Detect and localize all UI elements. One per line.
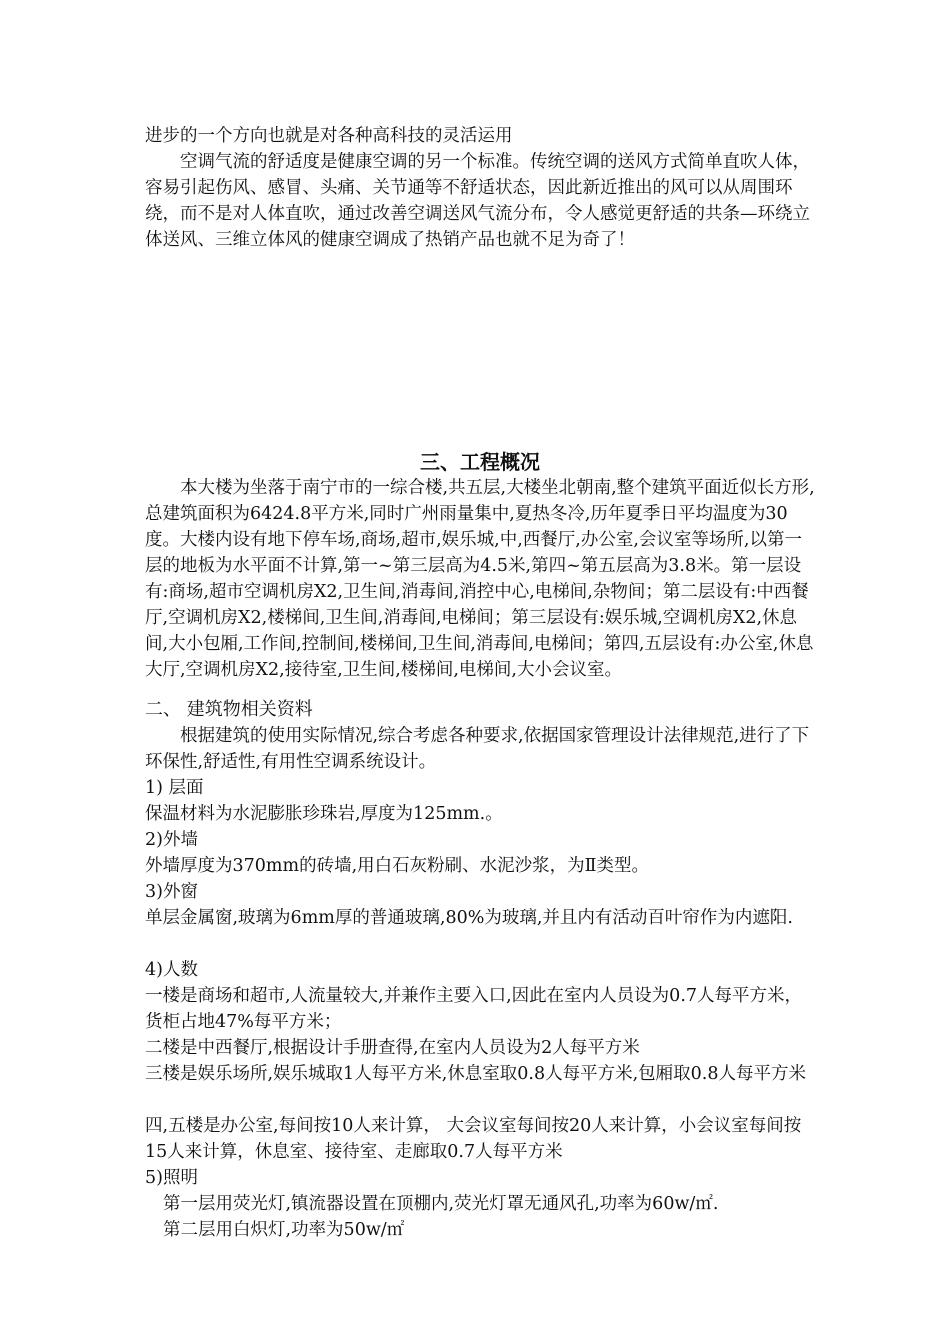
item-text-lighting-floor2: 第二层用白炽灯,功率为50w/㎡ [163,1220,405,1240]
item-label-roof: 1) 层面 [145,778,204,798]
section-title: 三、工程概况 [420,450,540,474]
item-label-window: 3)外窗 [145,882,198,902]
item-label-lighting: 5)照明 [145,1168,198,1188]
building-info-intro: 根据建筑的使用实际情况,综合考虑各种要求,依据国家管理设计法律规范,进行了下环保性,舒适性,有用性空调系统设计。 [145,726,810,772]
item-text-lighting-floor1: 第一层用荧光灯,镇流器设置在顶棚内,荧光灯罩无通风孔,功率为60w/㎡. [163,1194,719,1214]
project-overview-paragraph: 本大楼为坐落于南宁市的一综合楼,共五层,大楼坐北朝南,整个建筑平面近似长方形,总建筑面积为6424.8平方米,同时广州雨量集中,夏热冬冷,历年夏季日平均温度为30度。大楼内设有地下停车场,商场,超市,娱乐城,中,西餐厅,办公室,会议室等场所,以第一层的地板为水平面不计算,第一~第三层高为4.5米,第四~第五层高为3.8米。第一层设有:商场,超市空调机房X2,卫生间,消毒间,消控中心,电梯间,杂物间；第二层设有:中西餐厅,空调机房X2,楼梯间,卫生间,消毒间,电梯间；第三层设有:娱乐城,空调机房X2,休息间,大小包厢,工作间,控制间,楼梯间,卫生间,消毒间,电梯间；第四,五层设有:办公室,休息大厅,空调机房X2,接待室,卫生间,楼梯间,电梯间,大小会议室。 [145,478,815,680]
item-text-window: 单层金属窗,玻璃为6mm厚的普通玻璃,80%为玻璃,并且内有活动百叶帘作为内遮阳. [145,908,793,928]
comfort-paragraph: 空调气流的舒适度是健康空调的另一个标准。传统空调的送风方式简单直吹人体，容易引起伤风、感冒、头痛、关节通等不舒适状态，因此新近推出的风可以从周围环绕，而不是对人体直吹，通过改善空调送风气流分布，令人感觉更舒适的共条—环绕立体送风、三维立体风的健康空调成了热销产品也就不足为奇了！ [145,152,810,250]
item-text-roof: 保温材料为水泥膨胀珍珠岩,厚度为125mm.。 [145,804,503,824]
continued-line: 进步的一个方向也就是对各种高科技的灵活运用 [145,126,513,146]
item-label-wall: 2)外墙 [145,830,198,850]
building-info-heading: 二、 建筑物相关资料 [145,699,313,720]
item-text-floor1: 一楼是商场和超市,人流量较大,并兼作主要入口,因此在室内人员设为0.7人每平方米，货柜占地47%每平方米； [145,986,803,1032]
item-text-floor2: 二楼是中西餐厅,根据设计手册查得,在室内人员设为2人每平方米 [145,1038,640,1058]
item-text-floor3: 三楼是娱乐场所,娱乐城取1人每平方米,休息室取0.8人每平方米,包厢取0.8人每平方米 [145,1064,806,1084]
item-text-wall: 外墙厚度为370mm的砖墙,用白石灰粉刷、水泥沙浆，为Ⅱ类型。 [145,856,650,876]
item-label-occupancy: 4)人数 [145,960,198,980]
item-text-floor45: 四,五楼是办公室,每间按10人来计算， 大会议室每间按20人来计算，小会议室每间按15人来计算，休息室、接待室、走廊取0.7人每平方米 [145,1116,802,1162]
